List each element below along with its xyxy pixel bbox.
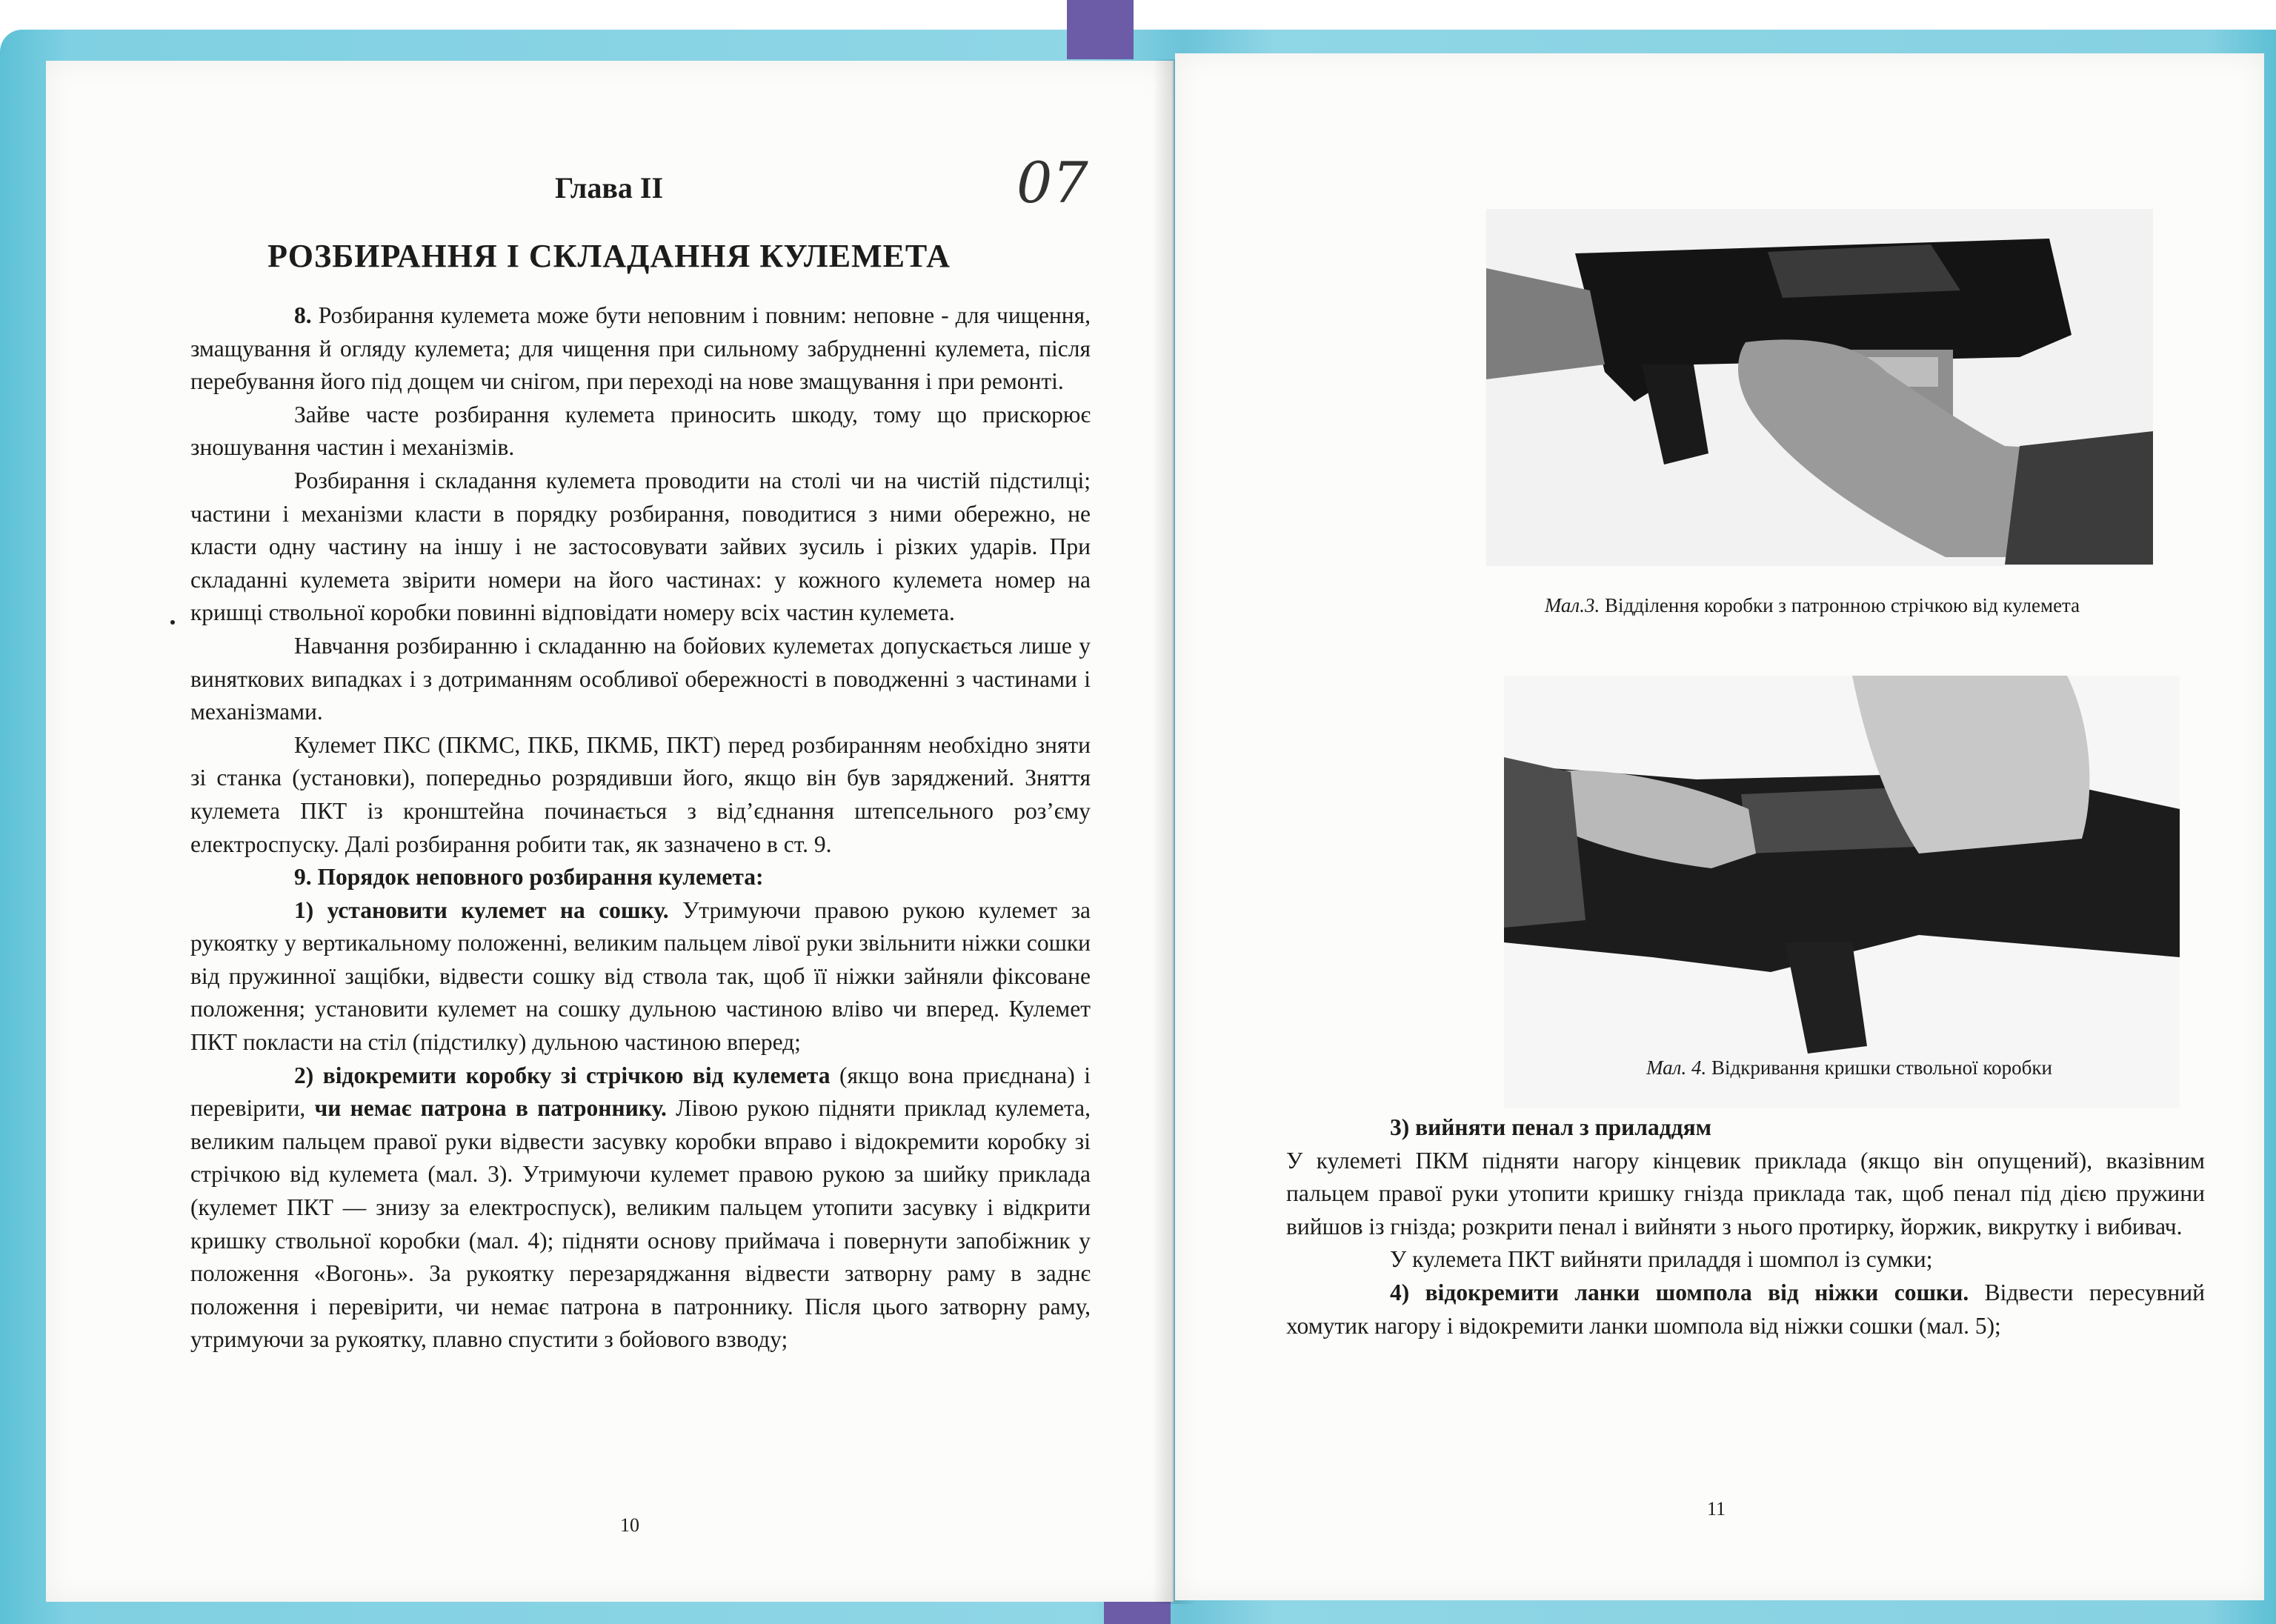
paragraph-9-heading <box>190 861 1091 894</box>
paragraph-number: 8. <box>294 302 312 328</box>
figure-3-photo <box>1486 209 2153 566</box>
figure-label: Мал.3. <box>1544 594 1600 616</box>
step-3-pkt: У кулемета ПКТ вийняти приладдя і шомпол із сумки; <box>1390 1246 1933 1273</box>
paragraph: Розбирання і складання кулемета проводити на столі чи на чистій підстилці; частини і механізми класти в порядку розбирання, поводитися з ними обережно, не класти одну частину на іншу і не застосовувати зайвих зусиль і різких ударів. При складанні кулемета звірити номери на його частинах: у кожного кулемета номер на кришці ствольної коробки повинні відповідати номеру всіх частин кулемета. <box>190 467 1091 626</box>
figure-4-photo <box>1504 676 2180 1108</box>
caption-text: Відкривання кришки ствольної коробки <box>1711 1056 2052 1079</box>
step-1 <box>190 894 1091 1059</box>
step-2 <box>190 1059 1091 1357</box>
left-body-text <box>190 299 1091 1357</box>
step-text: Утримуючи правою рукою кулемет за рукоятку у вертикальному положенні, великим пальцем лівої руки звільнити ніжки сошки від пружинної защібки, відвести сошку від ствола так, щоб її ніжки зайняли фіксоване положення; установити кулемет на сошку дульною частиною вліво чи вперед. Кулемет ПКТ покласти на стіл (підстилку) дульною частиною вперед; <box>190 896 1091 1056</box>
paragraph: Навчання розбиранню і складанню на бойових кулеметах допускається лише у виняткових випадках і з дотриманням особливої обережності в поводженні з частинами і механізмами. <box>190 632 1091 725</box>
step-text: Відвести пересувний хомутик нагору і відокремити ланки шомпола від ніжки сошки (мал. 5); <box>1286 1279 2205 1339</box>
caption-text: Відділення коробки з патронною стрічкою від кулемета <box>1604 594 2080 616</box>
margin-dot <box>170 620 175 625</box>
page-number-left: 10 <box>620 1514 639 1536</box>
bold-heading: 9. Порядок неповного розбирання кулемета: <box>294 864 764 891</box>
handwritten-mark: 07 <box>1016 150 1088 216</box>
step-3-text: У кулеметі ПКМ підняти нагору кінцевик приклада (якщо він опущений), вказівним пальцем правої руки утопити кришку гнізда приклада так, щоб пенал під дією пружини вийшов із гнізда; розкрити пенал і вийняти з нього протирку, йоржик, викрутку і вибивач. <box>1286 1147 2205 1239</box>
paragraph-text: Розбирання кулемета може бути неповним і повним: неповне - для чищення, змащування й огляду кулемета; для чищення при сильному забрудненні кулемета, після перебування його під дощем чи снігом, при переході на нове змащування і при ремонті. <box>190 302 1091 395</box>
page-number-right: 11 <box>1707 1498 1726 1520</box>
step-title: 4) відокремити ланки шомпола від ніжки сошки. <box>1390 1279 1969 1305</box>
step-title: 3) вийняти пенал з приладдям <box>1390 1114 1712 1140</box>
left-page <box>46 61 1174 1602</box>
bookmark-ribbon-top <box>1067 0 1134 59</box>
figure-3-caption <box>1323 594 2264 617</box>
step-text: (якщо вона приєднана) і перевірити, <box>190 1062 1091 1122</box>
machine-gun-receiver-illustration <box>1486 209 2153 566</box>
step-emphasis: чи немає патрона в патроннику. <box>314 1095 667 1122</box>
chapter-heading: Глава II <box>554 171 664 204</box>
step-title: 1) установити кулемет на сошку. <box>294 896 669 923</box>
paragraph: Зайве часте розбирання кулемета приносить шкоду, тому що прискорює зношування частин і механізмів. <box>190 401 1091 461</box>
step-text: Лівою рукою підняти приклад кулемета, великим пальцем правої руки відвести засувку коробки вправо і відокремити коробку зі стрічкою від кулемета (мал. 3). Утримуючи кулемет правою рукою за шийку приклада (кулемет ПКТ — знизу за електроспуск), великим пальцем утопити засувку і відкрити кришку ствольної коробки (мал. 4); підняти основу приймача і повернути запобіжник у положення «Вогонь». За рукоятку перезаряджання відвести затворну раму в заднє положення і перевірити, чи немає патрона в патроннику. Після цього затворну раму, утримуючи за рукоятку, плавно спустити з бойового взводу; <box>190 1095 1091 1353</box>
right-page <box>1175 53 2264 1600</box>
cover-opening-illustration <box>1504 676 2180 1108</box>
paragraph: Кулемет ПКС (ПКМС, ПКБ, ПКМБ, ПКТ) перед розбиранням необхідно зняти зі станка (установки), попередньо розрядивши його, якщо він був заряджений. Зняття кулемета ПКТ із кронштейна починається з від’єднання штепсельного роз’єму електроспуску. Далі розбирання робити так, як зазначено в ст. 9. <box>190 731 1091 857</box>
figure-label: Мал. 4. <box>1646 1056 1707 1079</box>
step-4 <box>1286 1277 2205 1342</box>
step-3-heading <box>1286 1111 2205 1145</box>
step-title: 2) відокремити коробку зі стрічкою від кулемета <box>294 1062 831 1088</box>
figure-4-caption <box>1442 1056 2257 1079</box>
right-body-text <box>1286 1111 2205 1342</box>
section-title: РОЗБИРАННЯ І СКЛАДАННЯ КУЛЕМЕТА <box>267 238 951 274</box>
paragraph-8 <box>190 299 1091 399</box>
